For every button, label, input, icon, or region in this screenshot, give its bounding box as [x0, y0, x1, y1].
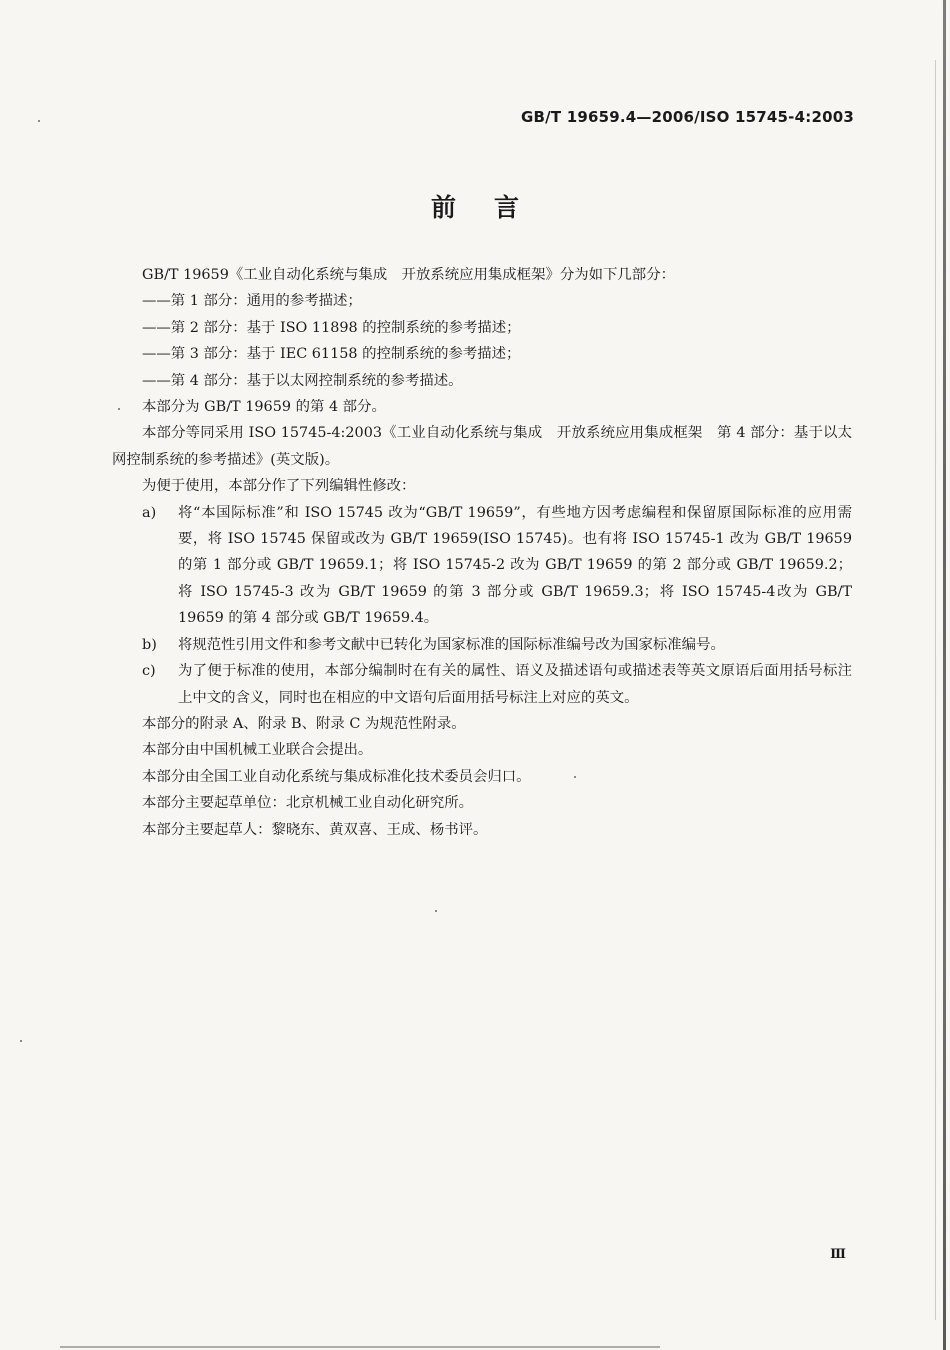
scan-bottom-line: [60, 1346, 660, 1348]
edit-item-text: 将“本国际标准”和 ISO 15745 改为“GB/T 19659”，有些地方因考虑编程和保留原国际标准的应用需要，将 ISO 15745 保留或改为 GB/T 19659(ISO 15745)。也有将 ISO 15745-1 改为 GB/T 19659 的第 1 部分或 GB/T 19659.1；将 ISO 15745-2 改为 GB/T 19659 的第 2 部分或 GB/T 19659.2；将 ISO 15745-3 改为 GB/T 19659 的第 3 部分或 GB/T 19659.3；将 ISO 15745-4改为 GB/T 19659 的第 4 部分或 GB/T 19659.4。: [178, 504, 852, 627]
edit-item-a: [112, 500, 852, 632]
intro-paragraph: GB/T 19659《工业自动化系统与集成 开放系统应用集成框架》分为如下几部分：: [142, 267, 675, 283]
drafters-paragraph: 本部分主要起草人：黎晓东、黄双喜、王成、杨书评。: [142, 821, 488, 838]
edit-item-b: [112, 632, 852, 658]
editorial-intro-paragraph: 为便于使用，本部分作了下列编辑性修改：: [142, 478, 416, 495]
edit-item-c: [112, 658, 852, 711]
scan-speck: [435, 910, 437, 912]
annex-paragraph: 本部分的附录 A、附录 B、附录 C 为规范性附录。: [142, 715, 466, 732]
edit-item-text: 为了便于标准的使用，本部分编制时在有关的属性、语义及描述语句或描述表等英文原语后面用括号标注上中文的含义，同时也在相应的中文语句后面用括号标注上对应的英文。: [178, 663, 852, 706]
drafting-unit-paragraph: 本部分主要起草单位：北京机械工业自动化研究所。: [142, 795, 473, 812]
adoption-paragraph: 本部分等同采用 ISO 15745-4:2003《工业自动化系统与集成 开放系统应用集成框架 第 4 部分：基于以太网控制系统的参考描述》(英文版)。: [112, 425, 852, 468]
part-list-item: ——第 4 部分：基于以太网控制系统的参考描述。: [142, 372, 463, 389]
scan-speck: [38, 120, 40, 122]
edit-item-text: 将规范性引用文件和参考文献中已转化为国家标准的国际标准编号改为国家标准编号。: [178, 636, 725, 653]
centralized-paragraph: 本部分由全国工业自动化系统与集成标准化技术委员会归口。: [142, 768, 531, 785]
standard-code-header: GB/T 19659.4—2006/ISO 15745-4:2003: [521, 108, 854, 126]
proposed-paragraph: 本部分由中国机械工业联合会提出。: [142, 742, 373, 759]
part-list-item: ——第 2 部分：基于 ISO 11898 的控制系统的参考描述；: [142, 319, 521, 336]
edit-item-label: a): [142, 504, 157, 521]
this-part-paragraph: 本部分为 GB/T 19659 的第 4 部分。: [142, 399, 386, 416]
foreword-body: [112, 262, 852, 843]
scan-speck: [20, 1040, 22, 1042]
part-list-item: ——第 3 部分：基于 IEC 61158 的控制系统的参考描述；: [142, 346, 521, 363]
scan-edge-line: [935, 60, 936, 1320]
page-title: 前言: [430, 193, 557, 222]
edit-item-label: b): [142, 636, 157, 653]
page-number: Ⅲ: [830, 1247, 846, 1262]
edit-item-label: c): [142, 663, 156, 680]
part-list-item: ——第 1 部分：通用的参考描述；: [142, 293, 362, 310]
